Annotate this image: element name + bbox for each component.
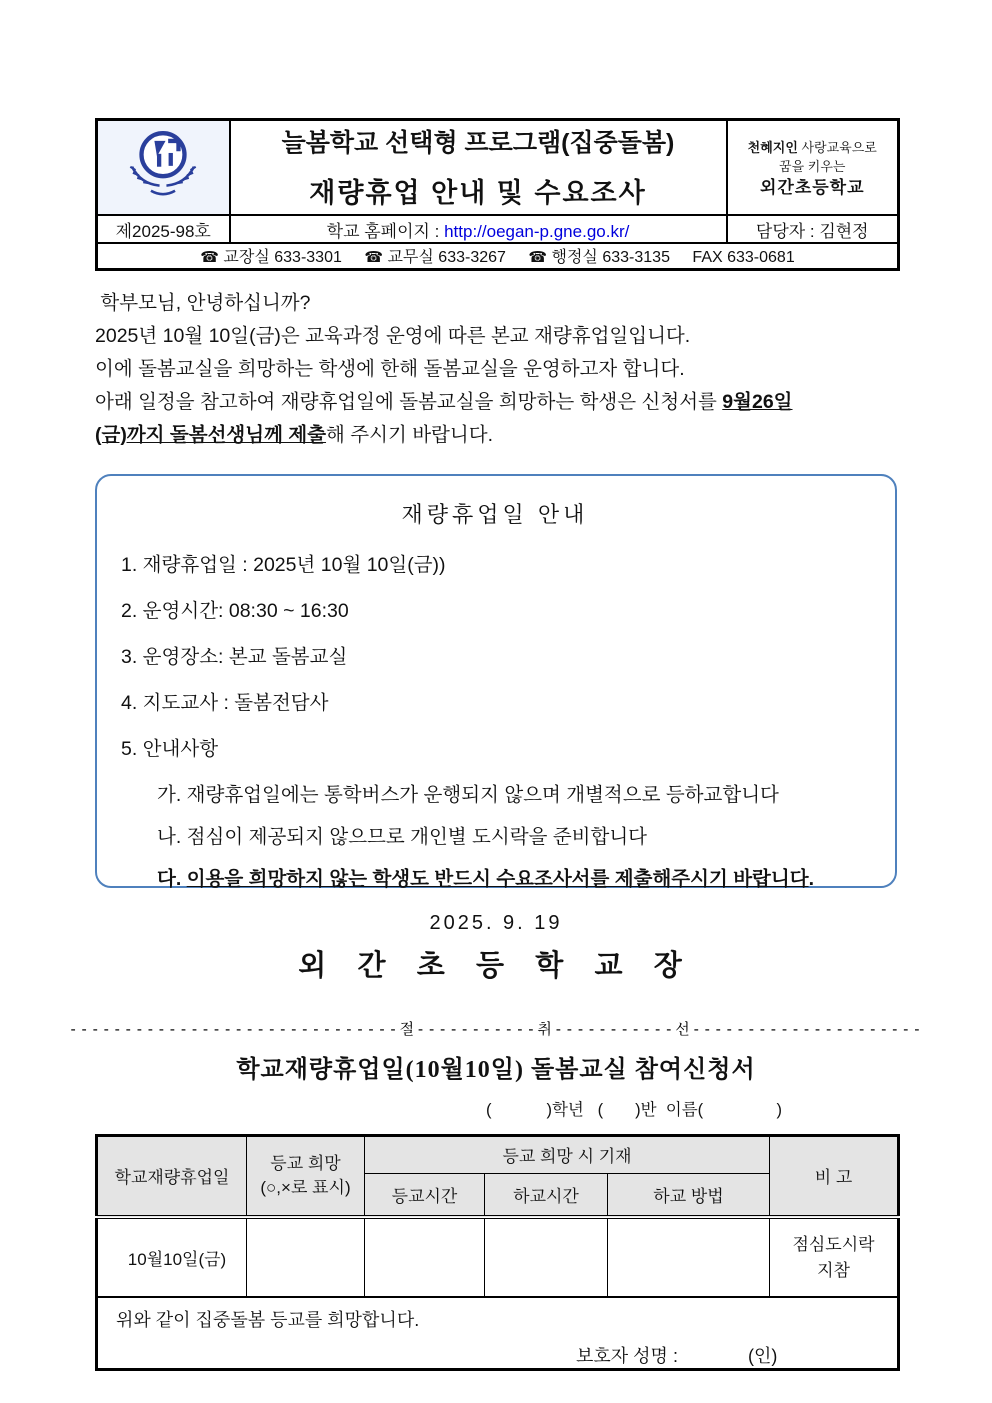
form-consent-row [97, 1297, 899, 1370]
contact-admin-office: ☎ 행정실 633-3135 [528, 249, 670, 267]
contact-principal-office: ☎ 교장실 633-3301 [200, 249, 342, 267]
col-header-departure-time: 하교시간 [485, 1173, 608, 1217]
cell-note-lunchbox: 점심도시락 지참 [770, 1217, 899, 1297]
cell-departure-method-input [608, 1217, 770, 1297]
notice-item-5: 5. 안내사항 [121, 737, 219, 760]
consent-statement: 위와 같이 집중돌봄 등교를 희망합니다. [116, 1310, 420, 1330]
school-emblem-icon [120, 125, 206, 205]
contact-teachers-office: ☎ 교무실 633-3267 [364, 249, 506, 267]
notice-item-3: 3. 운영장소: 본교 돌봄교실 [121, 645, 348, 668]
grade-class-name-line: ( )학년 ( )반 이름( ) [485, 1100, 782, 1119]
notice-subitem-na: 나. 점심이 제공되지 않으므로 개인별 도시락을 준비합니다 [157, 825, 648, 848]
notice-subitem-da: 다. 이용을 희망하지 않는 학생도 반드시 수요조사서를 제출해주시기 바랍니다. [157, 867, 814, 890]
body-paragraph-1: 2025년 10월 10일(금)은 교육과정 운영에 따른 본교 재량휴업일입니다. [95, 324, 691, 347]
document-number: 제2025-98호 [97, 215, 230, 243]
homepage-label: 학교 홈페이지 : [326, 221, 445, 241]
deadline-emphasis-2: (금)까지 돌봄선생님께 제출 [95, 423, 327, 446]
col-header-holiday-date: 학교재량휴업일 [97, 1135, 247, 1217]
homepage-row [230, 215, 727, 243]
col-header-group-if-attending: 등교 희망 시 기재 [365, 1135, 770, 1173]
document-title-line2: 재량휴업 안내 및 수요조사 [309, 178, 647, 208]
issue-date: 2025. 9. 19 [429, 911, 563, 934]
homepage-link[interactable]: http://oegan-p.gne.go.kr/ [444, 221, 630, 241]
application-form-table [95, 1134, 900, 1372]
perforation-cut-line: ------------------------------절-----------취-----------선--------------------- [68, 1019, 924, 1038]
survey-required-emphasis: 이용을 희망하지 않는 학생도 반드시 수요조사서를 제출해주시기 바랍니다 [186, 867, 809, 890]
phone-icon: ☎ [528, 249, 548, 267]
school-motto-line2: 꿈을 키우는 [779, 159, 846, 174]
greeting-line: 학부모님, 안녕하십니까? [95, 291, 311, 314]
cell-departure-time-input [485, 1217, 608, 1297]
manager-name: 담당자 : 김현정 [727, 215, 899, 243]
holiday-notice-box [95, 474, 897, 888]
notice-box-title: 재량휴업일 안내 [401, 501, 589, 527]
school-logo [97, 120, 230, 216]
school-motto-line1: 천혜지인 사랑교육으로 [747, 140, 877, 155]
cell-arrival-time-input [365, 1217, 485, 1297]
notice-item-1: 1. 재량휴업일 : 2025년 10월 10일(금)) [121, 553, 446, 576]
contact-fax: FAX 633-0681 [692, 249, 795, 267]
notice-item-4: 4. 지도교사 : 돌봄전담사 [121, 691, 329, 714]
guardian-signature-line: 보호자 성명 : (인) [576, 1346, 778, 1366]
contact-row [97, 243, 899, 269]
letter-body [95, 287, 897, 452]
body-paragraph-2: 이에 돌봄교실을 희망하는 학생에 한해 돌봄교실을 운영하고자 합니다. [95, 357, 685, 380]
application-form-title: 학교재량휴업일(10월10일) 돌봄교실 참여신청서 [236, 1056, 756, 1083]
col-header-note: 비 고 [770, 1135, 899, 1217]
col-header-attendance-wish: 등교 희망 (○,×로 표시) [247, 1135, 365, 1217]
principal-signature: 외 간 초 등 학 교 장 [298, 949, 694, 982]
notice-item-2: 2. 운영시간: 08:30 ~ 16:30 [121, 599, 349, 622]
phone-icon: ☎ [200, 249, 219, 267]
deadline-emphasis: 9월26일 [722, 390, 793, 413]
phone-icon: ☎ [364, 249, 384, 267]
header-table [95, 118, 900, 271]
document-title-line1: 늘봄학교 선택형 프로그램(집중돌봄) [281, 129, 675, 157]
cell-attendance-wish-input [247, 1217, 365, 1297]
notice-subitem-ga: 가. 재량휴업일에는 통학버스가 운행되지 않으며 개별적으로 등하교합니다 [157, 783, 779, 806]
body-paragraph-3: 아래 일정을 참고하여 재량휴업일에 돌봄교실을 희망하는 학생은 신청서를 9월26일 (금)까지 돌봄선생님께 제출해 주시기 바랍니다. [95, 390, 793, 446]
col-header-departure-method: 하교 방법 [608, 1173, 770, 1217]
col-header-arrival-time: 등교시간 [365, 1173, 485, 1217]
school-name: 외간초등학교 [759, 178, 865, 197]
cell-holiday-date: 10월10일(금) [97, 1217, 247, 1297]
